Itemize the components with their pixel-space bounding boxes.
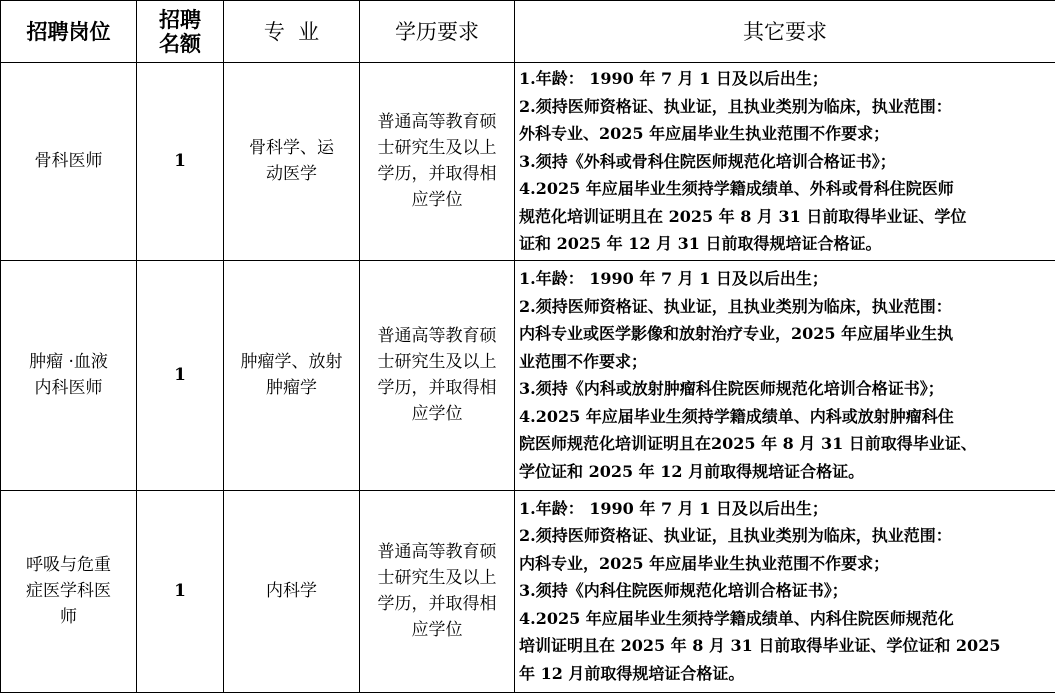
table-row bbox=[1, 63, 1055, 261]
requirement-line: 证和 2025 年 12 月 31 日前取得规培证合格证。 bbox=[519, 230, 1051, 258]
table-row bbox=[1, 490, 1055, 692]
education-cell: 普通高等教育硕士研究生及以上学历，并取得相应学位 bbox=[360, 490, 515, 692]
education-cell: 普通高等教育硕士研究生及以上学历，并取得相应学位 bbox=[360, 63, 515, 261]
requirement-line: 2.须持医师资格证、执业证，且执业类别为临床，执业范围： bbox=[519, 293, 1051, 321]
position-cell: 骨科医师 bbox=[1, 63, 137, 261]
requirement-line: 学位证和 2025 年 12 月前取得规培证合格证。 bbox=[519, 458, 1051, 486]
table-row bbox=[1, 260, 1055, 490]
requirement-line: 院医师规范化培训证明且在2025 年 8 月 31 日前取得毕业证、 bbox=[519, 430, 1051, 458]
requirement-line: 1.年龄： 1990 年 7 月 1 日及以后出生； bbox=[519, 495, 1051, 523]
requirement-line: 业范围不作要求； bbox=[519, 348, 1051, 376]
requirement-line: 2.须持医师资格证、执业证，且执业类别为临床，执业范围： bbox=[519, 522, 1051, 550]
major-cell: 内科学 bbox=[224, 490, 360, 692]
requirement-line: 3.须持《内科或放射肿瘤科住院医师规范化培训合格证书》； bbox=[519, 375, 1051, 403]
requirement-line: 4.2025 年应届毕业生须持学籍成绩单、内科住院医师规范化 bbox=[519, 605, 1051, 633]
requirement-line: 年 12 月前取得规培证合格证。 bbox=[519, 660, 1051, 688]
header-major: 专 业 bbox=[224, 1, 360, 63]
position-cell: 呼吸与危重症医学科医师 bbox=[1, 490, 137, 692]
requirement-line: 2.须持医师资格证、执业证，且执业类别为临床，执业范围： bbox=[519, 93, 1051, 121]
header-position: 招聘岗位 bbox=[1, 1, 137, 63]
header-education: 学历要求 bbox=[360, 1, 515, 63]
major-cell: 骨科学、运动医学 bbox=[224, 63, 360, 261]
header-quota: 招聘名额 bbox=[137, 1, 224, 63]
requirement-line: 3.须持《内科住院医师规范化培训合格证书》； bbox=[519, 577, 1051, 605]
quota-cell: 1 bbox=[137, 490, 224, 692]
requirement-line: 1.年龄： 1990 年 7 月 1 日及以后出生； bbox=[519, 265, 1051, 293]
requirement-line: 4.2025 年应届毕业生须持学籍成绩单、内科或放射肿瘤科住 bbox=[519, 403, 1051, 431]
header-other: 其它要求 bbox=[515, 1, 1055, 63]
requirement-line: 规范化培训证明且在 2025 年 8 月 31 日前取得毕业证、学位 bbox=[519, 203, 1051, 231]
quota-cell: 1 bbox=[137, 260, 224, 490]
header-row bbox=[1, 1, 1055, 63]
quota-cell: 1 bbox=[137, 63, 224, 261]
requirement-line: 内科专业或医学影像和放射治疗专业，2025 年应届毕业生执 bbox=[519, 320, 1051, 348]
requirement-line: 1.年龄： 1990 年 7 月 1 日及以后出生； bbox=[519, 65, 1051, 93]
position-cell: 肿瘤 ·血液内科医师 bbox=[1, 260, 137, 490]
requirement-line: 内科专业，2025 年应届毕业生执业范围不作要求； bbox=[519, 550, 1051, 578]
requirements-cell bbox=[515, 490, 1055, 692]
requirements-cell bbox=[515, 260, 1055, 490]
education-cell: 普通高等教育硕士研究生及以上学历，并取得相应学位 bbox=[360, 260, 515, 490]
requirement-line: 培训证明且在 2025 年 8 月 31 日前取得毕业证、学位证和 2025 bbox=[519, 632, 1051, 660]
requirements-cell bbox=[515, 63, 1055, 261]
requirement-line: 4.2025 年应届毕业生须持学籍成绩单、外科或骨科住院医师 bbox=[519, 175, 1051, 203]
requirement-line: 外科专业、2025 年应届毕业生执业范围不作要求； bbox=[519, 120, 1051, 148]
requirement-line: 3.须持《外科或骨科住院医师规范化培训合格证书》； bbox=[519, 148, 1051, 176]
major-cell: 肿瘤学、放射肿瘤学 bbox=[224, 260, 360, 490]
